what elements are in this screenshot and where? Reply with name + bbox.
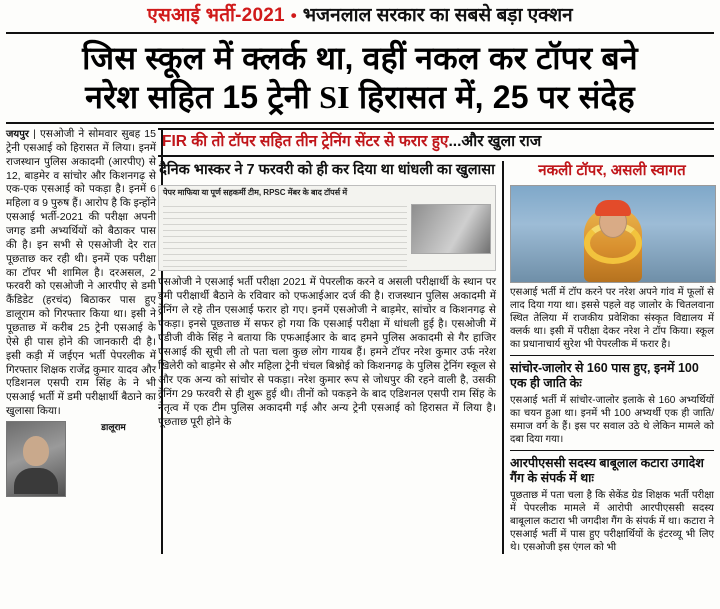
- middle-column-headline: दैनिक भास्कर ने 7 फरवरी को ही कर दिया था धांधली का खुलासा: [159, 161, 495, 178]
- right-zone: [158, 128, 714, 554]
- clipping-body-texture: [163, 204, 407, 267]
- sidebar-heading-2: आरपीएससी सदस्य बाबूलाल कटारा उगादेश गैंग के संपर्क में थाः: [510, 455, 704, 486]
- photo-torso-shape: [14, 468, 58, 494]
- turban-shape: [595, 200, 631, 216]
- sidebar-text-2: पूछताछ में पता चला है कि सेकेंड ग्रेड शिक्षक भर्ती परीक्षा में पेपरलीक मामले में आरोपी आरपीएससी सदस्य बाबूलाल कटारा भी जगदीश गैंग के संपर्क में था। कटारा ने एसआई भर्ती में पास हुए परीक्षार्थियों के इंटरव्यू भी लिए थे। एसओजी इस एंगल को भी: [510, 490, 714, 554]
- lead-paragraph: [6, 128, 156, 419]
- headline-si-abbr: SI: [319, 78, 350, 115]
- two-column-area: [158, 161, 714, 555]
- newspaper-clipping-thumbnail: [158, 185, 496, 271]
- lead-column: [6, 128, 156, 554]
- kicker-black-text: भजनलाल सरकार का सबसे बड़ा एक्शन: [302, 5, 573, 26]
- kicker-bar: [0, 0, 720, 29]
- photo-face-shape: [23, 436, 49, 466]
- secondary-headline-box: [158, 128, 714, 157]
- sidebar-text-1: एसआई भर्ती में सांचोर-जालोर इलाके से 160 अभ्यर्थियों का चयन हुआ था। इनमें भी 100 अभ्यर्थी एक ही जाति/समाज वर्ग के हैं। इस पर सवाल उठे थे लेकिन मामले को दबा दिया गया।: [510, 394, 714, 445]
- page-headline: [0, 34, 720, 119]
- kicker-separator: •: [290, 6, 297, 26]
- headline-line-2-part-a: नरेश सहित 15 ट्रेनी: [85, 78, 320, 115]
- clipping-headline: पेपर माफिया या पूर्ण सहकर्मी टीम, RPSC मेंबर के बाद टॉपर्स में: [163, 187, 348, 197]
- secondary-headline-dots: ...और खुला राज: [448, 132, 542, 150]
- right-column-headline: नकली टॉपर, असली स्वागत: [538, 161, 686, 179]
- headline-line-2: [6, 78, 714, 117]
- sidebar-heading-1: सांचोर-जालोर से 160 पास हुए, इनमें 100 एक ही जाति केः: [510, 360, 699, 391]
- divider-right-column-2: [510, 450, 714, 451]
- topper-photo: [510, 185, 716, 283]
- headline-line-2-part-b: हिरासत में, 25 पर संदेह: [349, 78, 635, 115]
- dateline: जयपुर: [6, 128, 29, 140]
- secondary-headline: [162, 133, 710, 152]
- clipping-photo: [411, 204, 491, 254]
- headline-line-1: जिस स्कूल में क्लर्क था, वहीं नकल कर टॉपर बने: [82, 39, 638, 76]
- middle-column-text: एसओजी ने एसआई भर्ती परीक्षा 2021 में पेपरलीक करने व असली परीक्षार्थी के स्थान पर डमी परीक्षार्थी बैठाने के रविवार को एफआईआर दर्ज की है। राजस्थान पुलिस अकादमी में ट्रेनिंग ले रहे तीन एसआई फरार हो गए। इनमें एसओजी ने बाड़मेर, सांचोर व किशनगढ़ से पकड़ा। इनसे पूछताछ में सफर हो गया कि एसआई परीक्षा में धांधली हुई है। एसओजी में एडीजी वीके सिंह ने बताया कि एफआईआर के बाद हमने पुलिस अकादमी से गैर हाजिर एसआई की सूची ली तो पता चला कुछ लोग गायब हैं। हमने टॉपर नरेश कुमार उर्फ नरेश खिलेरी को बाड़मेर से और महिला ट्रेनी चंचल बिश्नोई को किशनगढ़ के पुलिस ट्रेनिंग स्कूल से और एक अन्य को सांचोर से पकड़ा। नरेश कुमार रूप से जोधपुर की रहने वाली है, उसकी ट्रेनिंग 29 फरवरी से ही शुरू हुई थी। तीनों को पकड़ने के बाद एडिशनल एसपी राम सिंह के नेतृत्व में एक टीम पुलिस अकादमी गई और अन्य ट्रेनी एसआई को हिरासत में लिया है। पूछताछ पूरी होने के: [158, 275, 496, 429]
- divider-right-column: [510, 355, 714, 356]
- photo-caption: डालूराम: [101, 422, 126, 432]
- middle-column: [158, 161, 502, 555]
- article-body: [0, 124, 720, 560]
- accused-photo: [6, 421, 66, 497]
- secondary-headline-red: FIR की तो टॉपर सहित तीन ट्रेनिंग सेंटर से फरार हुए: [162, 132, 449, 150]
- right-column-text: एसआई भर्ती में टॉप करने पर नरेश अपने गांव में फूलों से लाद दिया गया था। इससे पहले वह जालोर के चितलवाना स्थित तेलिया में राजकीय प्रवेशिका संस्कृत विद्यालय में क्लर्क था। इसी में परीक्षा देकर नरेश ने टॉप किया। स्कूल का प्रधानाचार्य सुरेश भी पेपरलीक में फरार है।: [510, 286, 714, 350]
- lead-text: | एसओजी ने सोमवार सुबह 15 ट्रेनी एसआई को हिरासत में लिया। इनमें राजस्थान पुलिस अकादमी (आरपीए) से 12, बाड़मेर व सांचोर और किशनगढ़ से एक-एक एसआई को पकड़ा है। इनमें 6 महिला व 9 पुरुष हैं। आरोप है कि इन्होंने एसआई भर्ती-2021 की परीक्षा अपनी जगह डमी अभ्यर्थियों को बैठाकर पास की है। इन सभी से एसओजी देर रात पूछताछ कर रही थी। इनमें एक परीक्षा का टॉपर भी शामिल है। दरअसल, 2 फरवरी को एसओजी ने आरपीए से डमी कैंडिडेट (हरचंद) बिठाकर पास हुए डालूराम को गिरफ्तार किया था। इसी ने पूछताछ में करीब 25 ट्रेनी एसआई के ऐसे ही पास होने की जानकारी दी है। इसी कड़ी में जईएन भर्ती पेपरलीक में गिरफ्तार शिक्षक राजेंद्र कुमार यादव और एडिशनल एसपी राम सिंह के ने भी एसआई भर्ती में डमी परीक्षार्थी बैठाने का खुलासा किया।: [6, 127, 156, 418]
- right-column: [504, 161, 714, 555]
- kicker-red-text: एसआई भर्ती-2021: [147, 5, 285, 26]
